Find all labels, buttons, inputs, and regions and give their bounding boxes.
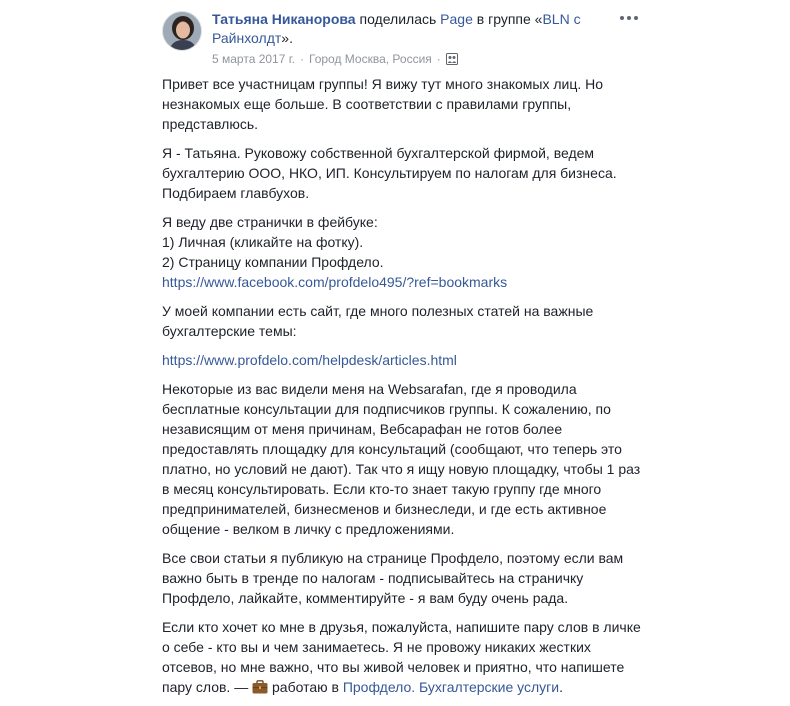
avatar[interactable] (162, 11, 202, 51)
post-header (212, 10, 612, 48)
post-paragraph: Я - Татьяна. Руковожу собственной бухгалтерской фирмой, ведем бухгалтерию ООО, НКО, ИП. Консультируем по налогам для бизнеса. Подбираем главбухов. (162, 145, 617, 201)
activity-text: работаю в (272, 679, 339, 695)
group-end: ». (281, 30, 293, 46)
post-text: Если кто хочет ко мне в друзья, пожалуйста, напишите пару слов в личке о себе - кто вы и чем занимаетесь. Я не провожу никаких жестких отсевов, но мне важно, что вы живой человек и приятно, что напишете пару слов. — (162, 619, 641, 695)
post-paragraph: У моей компании есть сайт, где много полезных статей на важные бухгалтерские темы: (162, 303, 594, 339)
page-link[interactable]: Page (440, 11, 473, 27)
author-name[interactable]: Татьяна Никанорова (212, 11, 356, 27)
group-audience-icon[interactable] (446, 53, 458, 65)
workplace-link[interactable]: Профдело. Бухгалтерские услуги (342, 679, 560, 695)
post-location[interactable]: Город Москва, Россия (309, 52, 432, 66)
group-link[interactable]: BLN с Райнхолдт (212, 11, 581, 46)
post-paragraph: Все свои статьи я публикую на странице Профдело, поэтому если вам важно быть в тренде по налогам - подписывайтесь на страничку Профдело, лайкайте, комментируйте - я вам буду очень рада. (162, 550, 624, 606)
meta-separator: · (300, 52, 304, 66)
post-paragraph (162, 350, 642, 370)
shared-text: поделилась (359, 11, 437, 27)
post-text-end: . (559, 679, 563, 695)
more-dot (634, 16, 638, 20)
more-options-icon[interactable] (620, 12, 642, 24)
post-paragraph: Некоторые из вас видели меня на Websarafan, где я проводила бесплатные консультации для подписчиков группы. К сожалению, по независящим от меня причинам, Вебсарафан не готов более предоставлять площадку для консультаций (сообщают, что теперь это платно, но условий не дают). Так что я ищу новую площадку, чтобы 1 раз в месяц консультировать. Если кто-то знает такую группу где много предпринимателей, бизнесменов и бизнеследи, и где есть активное общение - велком в личку с предложениями. (162, 381, 641, 537)
group-text: в группе « (476, 11, 543, 27)
meta-separator: · (436, 52, 441, 66)
post-date[interactable]: 5 марта 2017 г. (212, 52, 295, 66)
post-meta (212, 51, 458, 67)
briefcase-icon (252, 680, 268, 694)
post-line: Я веду две странички в фейбуке: (162, 214, 378, 230)
more-dot (620, 16, 624, 20)
post-line: 2) Страницу компании Профдело. (162, 254, 384, 270)
facebook-page-link[interactable]: https://www.facebook.com/profdelo495/?ref=bookmarks (162, 274, 508, 290)
post-paragraph (162, 617, 642, 697)
post-line: 1) Личная (кликайте на фотку). (162, 234, 364, 250)
post-paragraph (162, 212, 642, 292)
more-dot (627, 16, 631, 20)
post-body (162, 74, 642, 706)
avatar-photo (163, 12, 202, 51)
website-link[interactable]: https://www.profdelo.com/helpdesk/articles.html (162, 352, 457, 368)
post-paragraph: Привет все участницам группы! Я вижу тут много знакомых лиц. Но незнакомых еще больше. В соответствии с правилами группы, представлюсь. (162, 76, 604, 132)
